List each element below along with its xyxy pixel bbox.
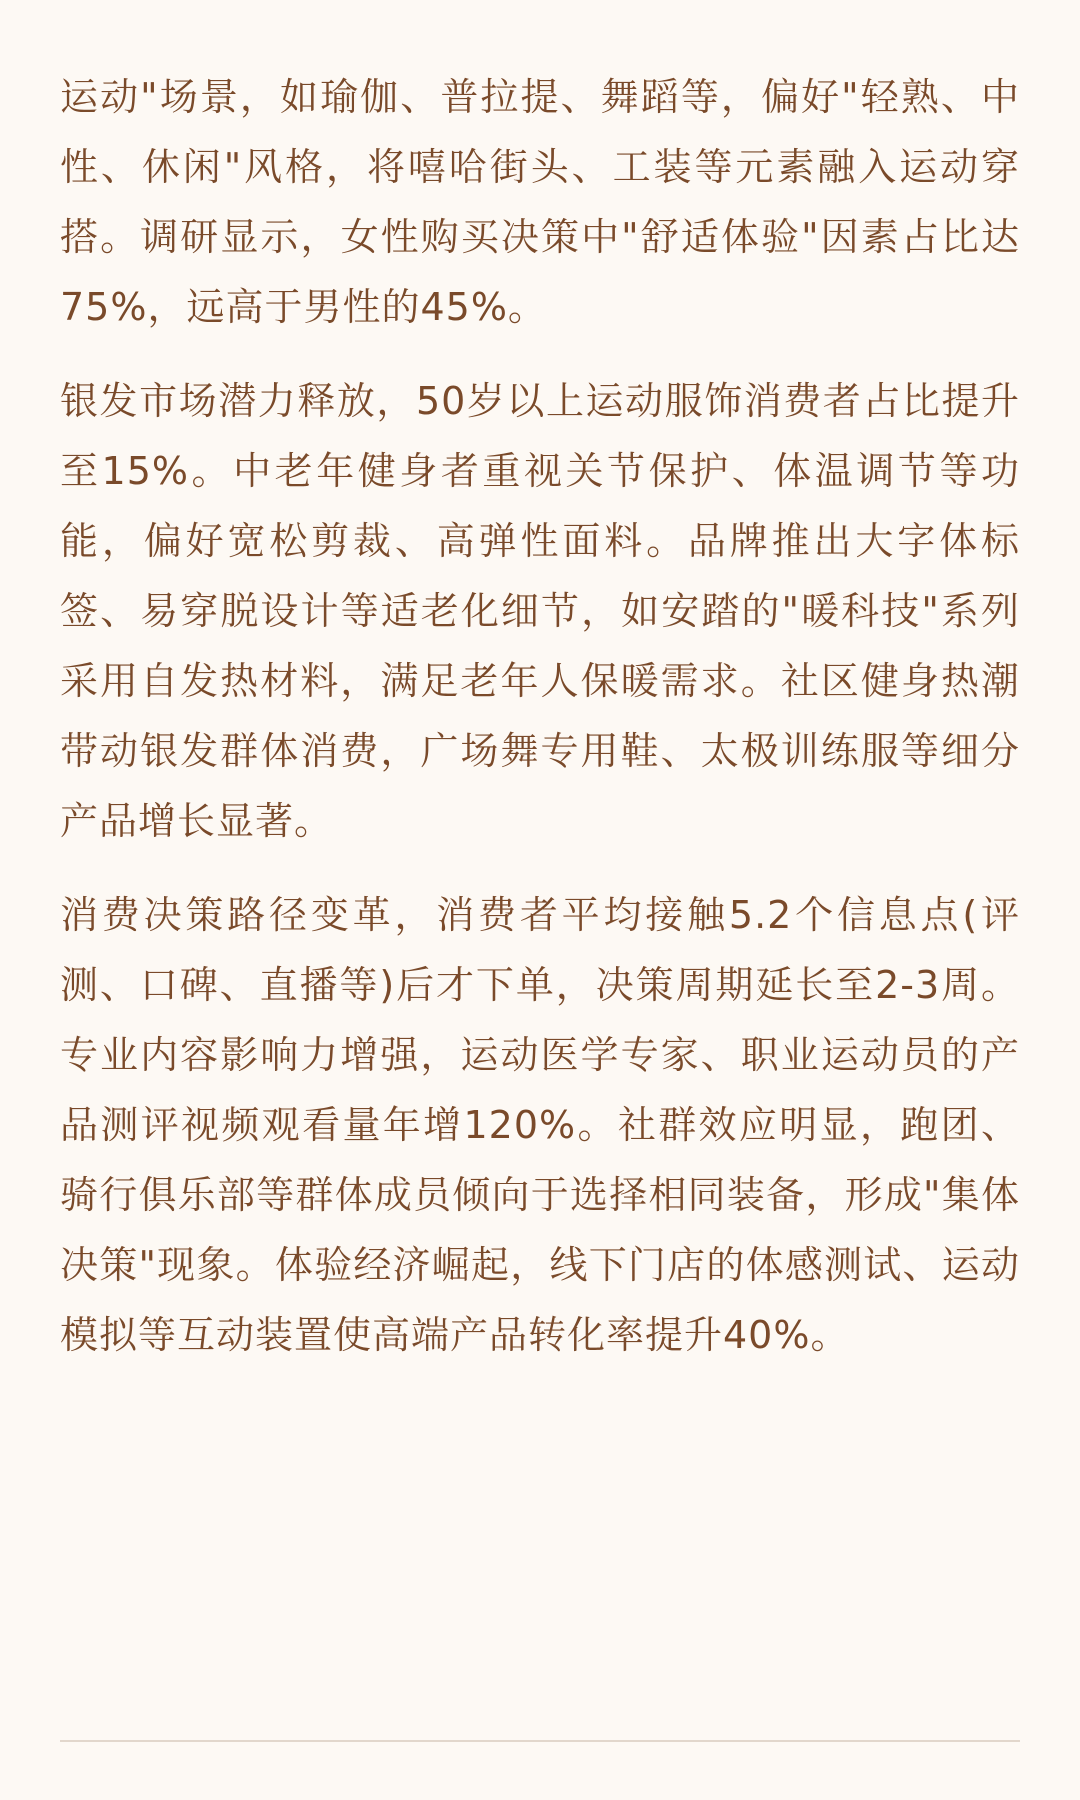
bottom-divider [60, 1740, 1020, 1742]
paragraph-silver-market: 银发市场潜力释放，50岁以上运动服饰消费者占比提升至15%。中老年健身者重视关节保护、体温调节等功能，偏好宽松剪裁、高弹性面料。品牌推出大字体标签、易穿脱设计等适老化细节，如安踏的"暖科技"系列采用自发热材料，满足老年人保暖需求。社区健身热潮带动银发群体消费，广场舞专用鞋、太极训练服等细分产品增长显著。 [60, 379, 1020, 843]
article-body [60, 62, 1020, 1394]
paragraph-decision-path: 消费决策路径变革，消费者平均接触5.2个信息点(评测、口碑、直播等)后才下单，决策周期延长至2-3周。专业内容影响力增强，运动医学专家、职业运动员的产品测评视频观看量年增120%。社群效应明显，跑团、骑行俱乐部等群体成员倾向于选择相同装备，形成"集体决策"现象。体验经济崛起，线下门店的体感测试、运动模拟等互动装置使高端产品转化率提升40%。 [60, 893, 1020, 1357]
paragraph-female-consumers: 运动"场景，如瑜伽、普拉提、舞蹈等，偏好"轻熟、中性、休闲"风格，将嘻哈街头、工装等元素融入运动穿搭。调研显示，女性购买决策中"舒适体验"因素占比达75%，远高于男性的45%。 [60, 75, 1020, 329]
